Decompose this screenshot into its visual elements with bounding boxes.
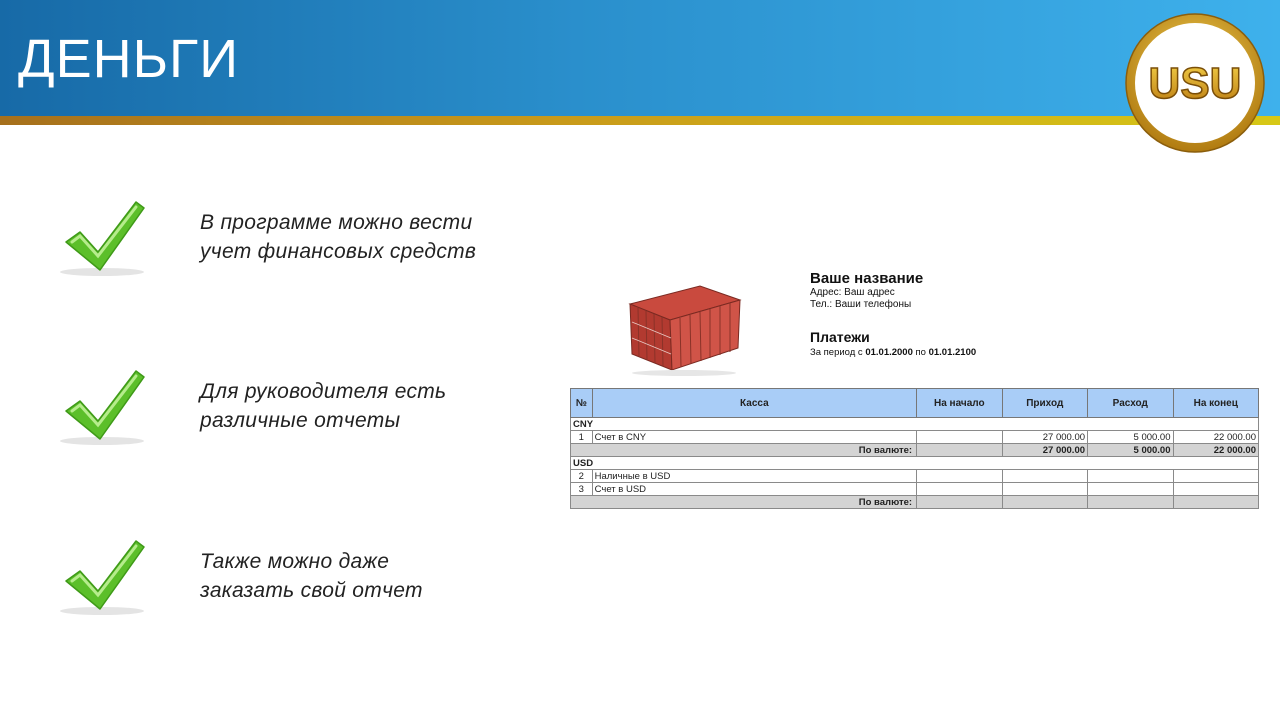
- company-name: Ваше название: [810, 270, 924, 287]
- feature-text-line: Для руководителя есть: [200, 380, 447, 403]
- feature-item: [0, 367, 520, 477]
- payments-report: [570, 262, 1260, 522]
- currency-label: CNY: [571, 418, 1259, 431]
- currency-group-row: [571, 457, 1259, 470]
- table-row: 2 Наличные в USD: [571, 470, 1259, 483]
- logo-text: USU: [1148, 59, 1242, 108]
- page-title: ДЕНЬГИ: [18, 29, 240, 89]
- header-bar: [0, 0, 1280, 116]
- currency-total-row: По валюте: 27 000.00 5 000.00 22 000.00: [571, 444, 1259, 457]
- table-row: 3 Счет в USD: [571, 483, 1259, 496]
- column-header-start: На начало: [917, 389, 1002, 418]
- report-period: За период с 01.01.2000 по 01.01.2100: [810, 347, 977, 358]
- currency-label: USD: [571, 457, 1259, 470]
- feature-text-line: Также можно даже: [200, 550, 390, 573]
- column-header-no: №: [571, 389, 593, 418]
- feature-text-line: заказать свой отчет: [200, 579, 423, 602]
- currency-group-row: [571, 418, 1259, 431]
- column-header-expense: Расход: [1088, 389, 1173, 418]
- feature-text-line: В программе можно вести: [200, 211, 473, 234]
- feature-item: [0, 537, 520, 647]
- company-address: Адрес: Ваш адрес: [810, 287, 895, 298]
- shipping-container-image: [622, 278, 746, 378]
- feature-text-line: учет финансовых средств: [200, 240, 477, 263]
- usu-logo: [1124, 12, 1266, 154]
- feature-text-line: различные отчеты: [200, 409, 401, 432]
- report-title: Платежи: [810, 329, 870, 345]
- table-row: 1 Счет в CNY 27 000.00 5 000.00 22 000.00: [571, 431, 1259, 444]
- table-header-row: [571, 389, 1259, 418]
- payments-table: [570, 388, 1259, 509]
- checkmark-icon: [54, 537, 154, 617]
- feature-item: [0, 198, 520, 308]
- currency-total-row: По валюте:: [571, 496, 1259, 509]
- column-header-income: Приход: [1002, 389, 1087, 418]
- company-phone: Тел.: Ваши телефоны: [810, 299, 912, 310]
- header-divider: [0, 116, 1280, 125]
- checkmark-icon: [54, 367, 154, 447]
- column-header-kassa: Касса: [592, 389, 916, 418]
- checkmark-icon: [54, 198, 154, 278]
- column-header-end: На конец: [1173, 389, 1259, 418]
